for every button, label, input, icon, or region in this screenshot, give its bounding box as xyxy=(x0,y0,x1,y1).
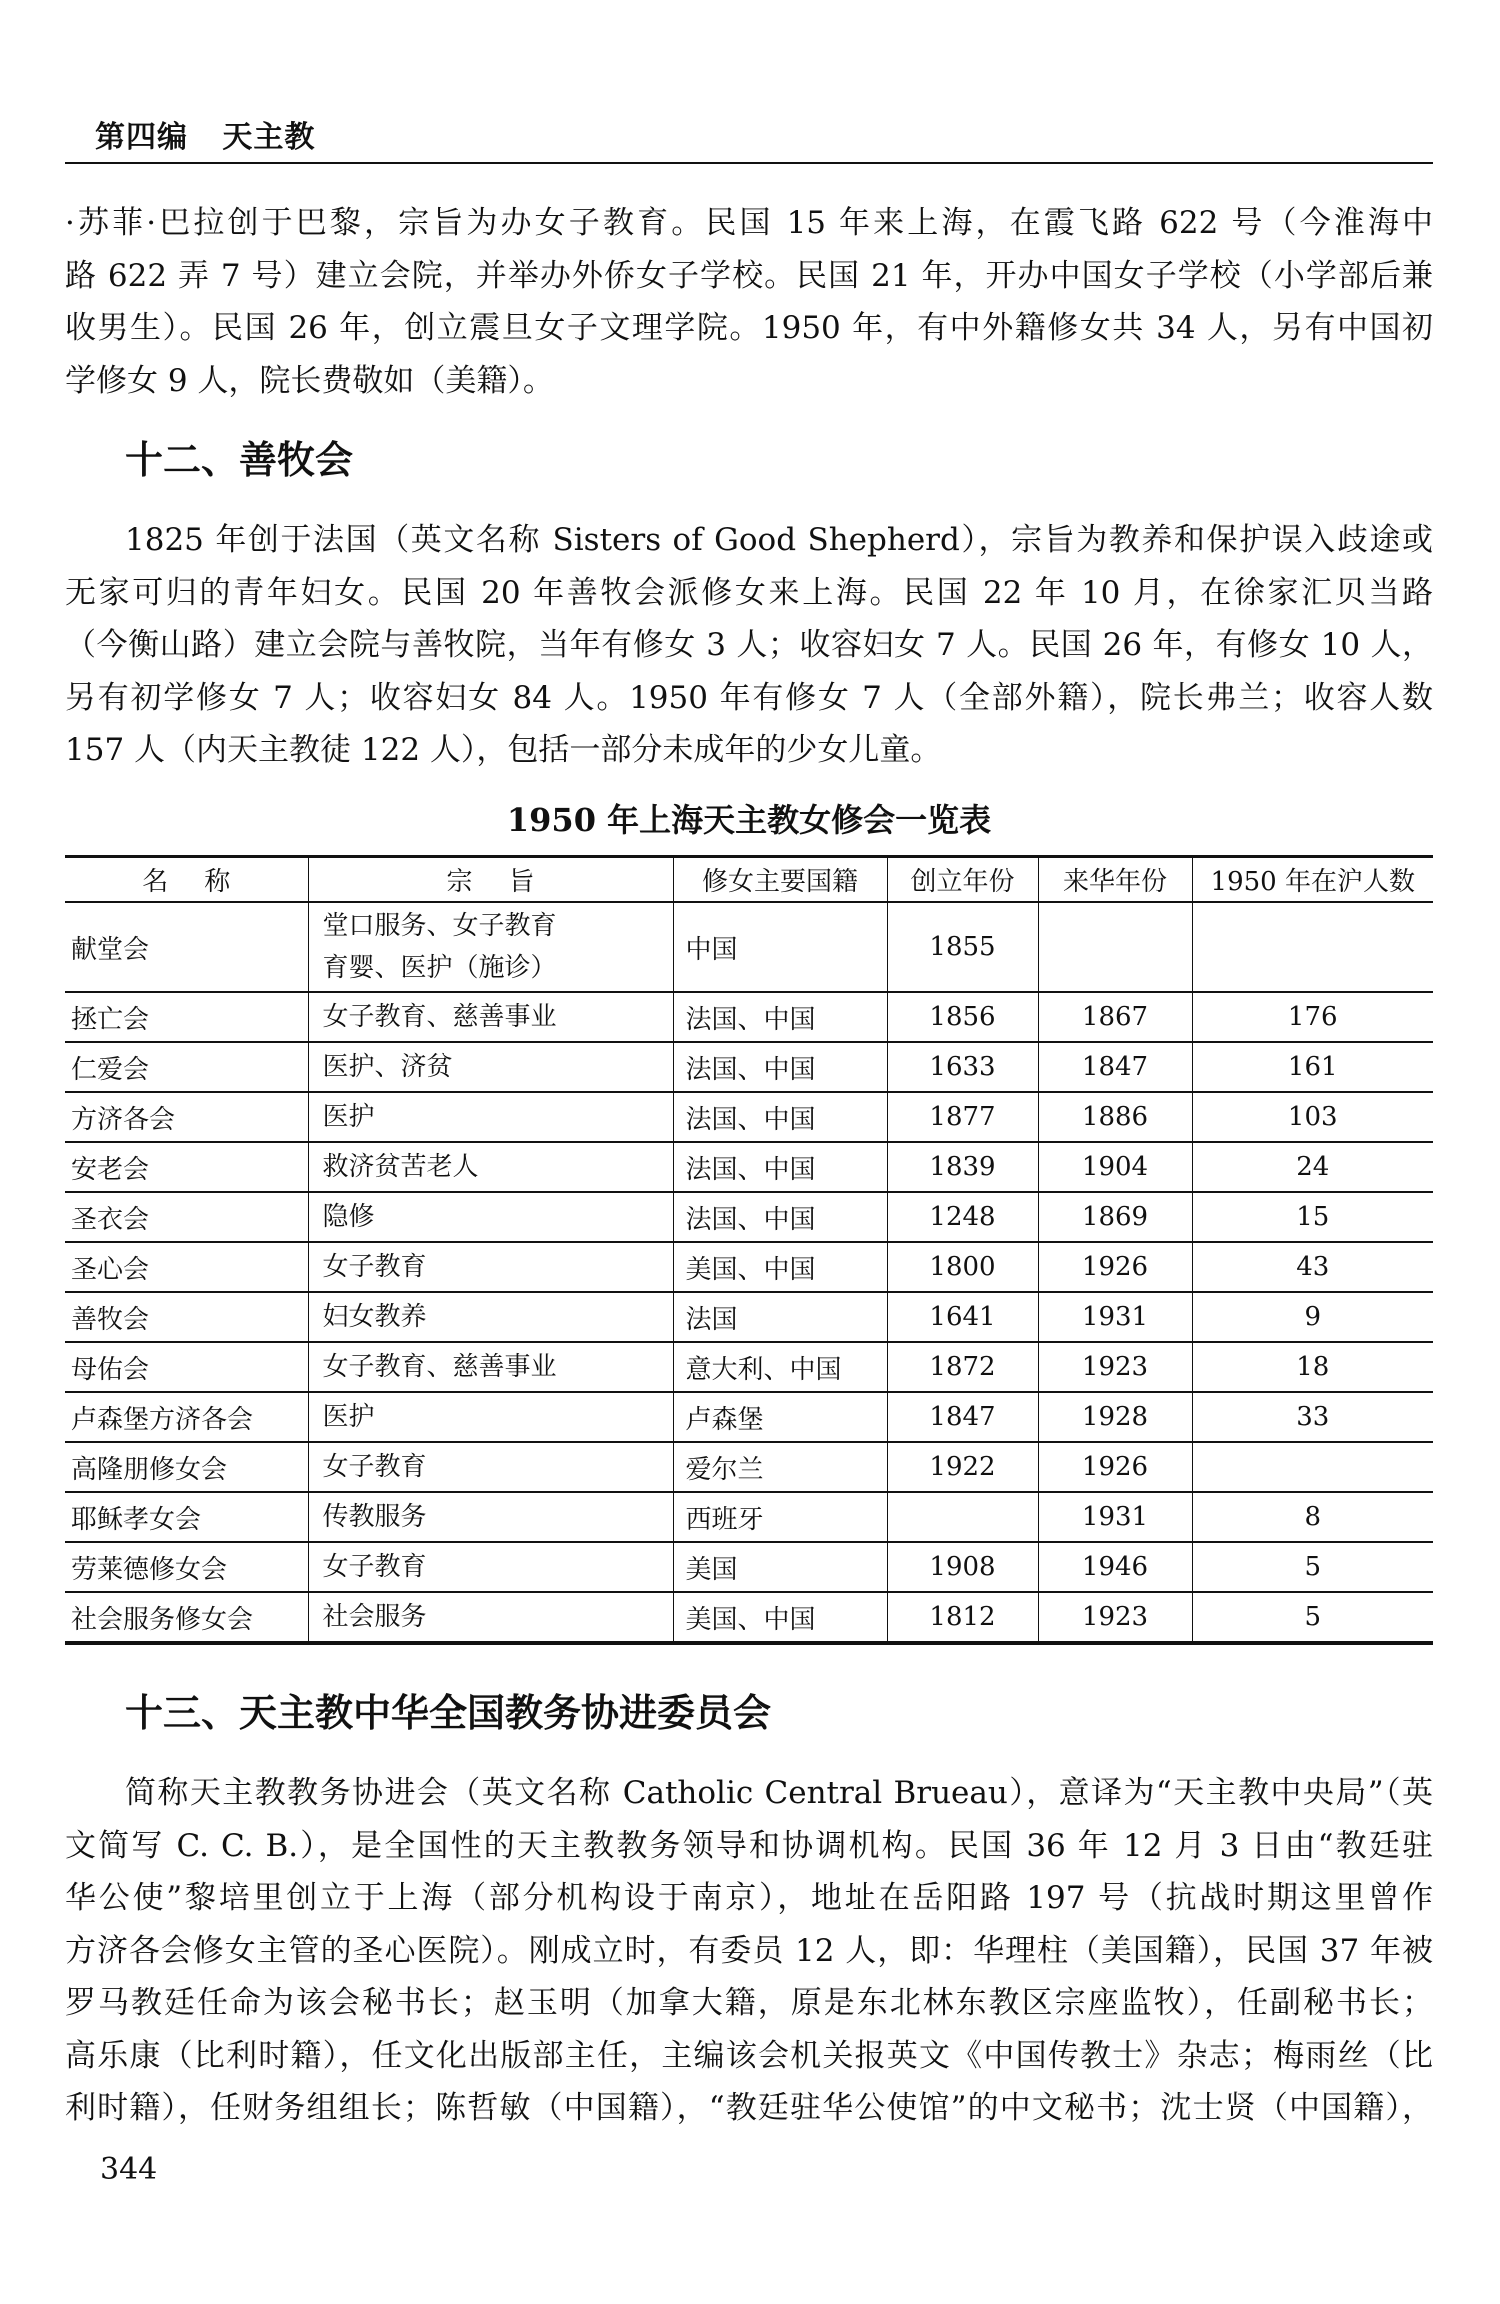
purpose-line: 社会服务 xyxy=(322,1602,427,1632)
cell-count-1950: 176 xyxy=(1192,992,1433,1042)
cell-name: 圣衣会 xyxy=(65,1192,308,1242)
cell-nationality: 爱尔兰 xyxy=(673,1442,887,1492)
cell-founded: 1800 xyxy=(887,1242,1038,1292)
table-row xyxy=(65,1592,1433,1643)
cell-founded: 1922 xyxy=(887,1442,1038,1492)
paragraph-line: 文简写 C. C. B.），是全国性的天主教教务领导和协调机构。民国 36 年 12 月 3 日由“教廷驻 xyxy=(65,1827,1433,1864)
purpose-line: 女子教育、慈善事业 xyxy=(322,1352,557,1382)
cell-nationality: 法国、中国 xyxy=(673,1092,887,1142)
cell-purpose xyxy=(308,992,673,1042)
cell-name: 方济各会 xyxy=(65,1092,308,1142)
table-row xyxy=(65,902,1433,992)
header-count-1950: 1950 年在沪人数 xyxy=(1192,857,1433,903)
cell-arrived: 1923 xyxy=(1038,1592,1192,1643)
table-row xyxy=(65,1442,1433,1492)
section-12-heading: 十二、善牧会 xyxy=(125,438,354,482)
cell-name: 劳莱德修女会 xyxy=(65,1542,308,1592)
paragraph-line: ·苏菲·巴拉创于巴黎，宗旨为办女子教育。民国 15 年来上海，在霞飞路 622 号（今淮海中 xyxy=(65,205,1433,241)
table-row xyxy=(65,1392,1433,1442)
cell-count-1950: 5 xyxy=(1192,1592,1433,1643)
purpose-line: 女子教育 xyxy=(322,1252,427,1282)
paragraph-line: 另有初学修女 7 人；收容妇女 84 人。1950 年有修女 7 人（全部外籍），院长弗兰；收容人数 xyxy=(65,679,1433,716)
table-row xyxy=(65,1242,1433,1292)
running-head-title: 天主教 xyxy=(222,120,316,155)
cell-founded: 1872 xyxy=(887,1342,1038,1392)
cell-name: 仁爱会 xyxy=(65,1042,308,1092)
cell-count-1950: 18 xyxy=(1192,1342,1433,1392)
cell-purpose xyxy=(308,1392,673,1442)
paragraph-line: 无家可归的青年妇女。民国 20 年善牧会派修女来上海。民国 22 年 10 月，在徐家汇贝当路 xyxy=(65,574,1433,611)
purpose-line: 育婴、医护（施诊） xyxy=(322,953,557,983)
cell-name: 卢森堡方济各会 xyxy=(65,1392,308,1442)
intro-paragraph xyxy=(65,197,1433,407)
cell-founded: 1641 xyxy=(887,1292,1038,1342)
cell-arrived: 1928 xyxy=(1038,1392,1192,1442)
cell-purpose xyxy=(308,902,673,992)
cell-nationality: 意大利、中国 xyxy=(673,1342,887,1392)
table-row xyxy=(65,1092,1433,1142)
cell-name: 耶稣孝女会 xyxy=(65,1492,308,1542)
paragraph-line: 简称天主教教务协进会（英文名称 Catholic Central Brueau），意译为“天主教中央局”（英 xyxy=(125,1775,1433,1811)
cell-purpose xyxy=(308,1042,673,1092)
cell-purpose xyxy=(308,1242,673,1292)
table-row xyxy=(65,1542,1433,1592)
running-head xyxy=(95,112,315,156)
cell-nationality: 法国、中国 xyxy=(673,1042,887,1092)
running-head-part: 第四编 xyxy=(95,120,188,155)
paragraph-line: 157 人（内天主教徒 122 人），包括一部分未成年的少女儿童。 xyxy=(65,732,942,768)
cell-count-1950: 15 xyxy=(1192,1192,1433,1242)
cell-founded: 1248 xyxy=(887,1192,1038,1242)
cell-nationality: 美国、中国 xyxy=(673,1242,887,1292)
cell-purpose xyxy=(308,1492,673,1542)
header-nationality: 修女主要国籍 xyxy=(673,857,887,903)
cell-arrived: 1847 xyxy=(1038,1042,1192,1092)
cell-arrived: 1923 xyxy=(1038,1342,1192,1392)
paragraph-line: 学修女 9 人，院长费敬如（美籍）。 xyxy=(65,362,554,399)
cell-founded: 1855 xyxy=(887,902,1038,992)
cell-nationality: 法国、中国 xyxy=(673,1142,887,1192)
purpose-line: 堂口服务、女子教育 xyxy=(322,911,557,941)
cell-nationality: 卢森堡 xyxy=(673,1392,887,1442)
cell-count-1950: 33 xyxy=(1192,1392,1433,1442)
paragraph-line: 1825 年创于法国（英文名称 Sisters of Good Shepherd），宗旨为教养和保护误入歧途或 xyxy=(125,522,1433,558)
cell-count-1950: 43 xyxy=(1192,1242,1433,1292)
cell-purpose xyxy=(308,1142,673,1192)
cell-count-1950: 8 xyxy=(1192,1492,1433,1542)
table-row xyxy=(65,1192,1433,1242)
header-arrived: 来华年份 xyxy=(1038,857,1192,903)
header-founded: 创立年份 xyxy=(887,857,1038,903)
cell-nationality: 法国、中国 xyxy=(673,992,887,1042)
cell-name: 安老会 xyxy=(65,1142,308,1192)
cell-purpose xyxy=(308,1292,673,1342)
cell-founded: 1856 xyxy=(887,992,1038,1042)
section-13-heading: 十三、天主教中华全国教务协进委员会 xyxy=(125,1691,772,1735)
cell-purpose xyxy=(308,1342,673,1392)
cell-nationality: 法国、中国 xyxy=(673,1192,887,1242)
cell-nationality: 西班牙 xyxy=(673,1492,887,1542)
table-row xyxy=(65,1492,1433,1542)
header-purpose: 宗旨 xyxy=(308,857,673,903)
paragraph-line: 高乐康（比利时籍），任文化出版部主任，主编该会机关报英文《中国传教士》杂志；梅雨丝（比 xyxy=(65,2037,1433,2074)
cell-nationality: 中国 xyxy=(673,902,887,992)
table-row xyxy=(65,1042,1433,1092)
paragraph-line: 收男生）。民国 26 年，创立震旦女子文理学院。1950 年，有中外籍修女共 34 人，另有中国初 xyxy=(65,310,1433,346)
cell-arrived: 1931 xyxy=(1038,1292,1192,1342)
cell-name: 献堂会 xyxy=(65,902,308,992)
cell-purpose xyxy=(308,1442,673,1492)
table-row xyxy=(65,1292,1433,1342)
cell-purpose xyxy=(308,1092,673,1142)
cell-count-1950 xyxy=(1192,902,1433,992)
cell-name: 圣心会 xyxy=(65,1242,308,1292)
cell-name: 善牧会 xyxy=(65,1292,308,1342)
header-name: 名称 xyxy=(65,857,308,903)
cell-arrived xyxy=(1038,902,1192,992)
cell-nationality: 美国、中国 xyxy=(673,1592,887,1643)
paragraph-line: 路 622 弄 7 号）建立会院，并举办外侨女子学校。民国 21 年，开办中国女子学校（小学部后兼 xyxy=(65,257,1433,294)
purpose-line: 医护、济贫 xyxy=(322,1052,453,1082)
purpose-line: 医护 xyxy=(322,1102,375,1132)
cell-founded: 1633 xyxy=(887,1042,1038,1092)
cell-purpose xyxy=(308,1542,673,1592)
table-row xyxy=(65,1142,1433,1192)
cell-arrived: 1886 xyxy=(1038,1092,1192,1142)
section-13-paragraph xyxy=(65,1767,1433,2135)
header-rule xyxy=(65,162,1433,164)
section-12-paragraph xyxy=(65,514,1433,777)
convents-table xyxy=(65,855,1433,1645)
cell-count-1950: 9 xyxy=(1192,1292,1433,1342)
cell-name: 社会服务修女会 xyxy=(65,1592,308,1643)
paragraph-line: 利时籍），任财务组组长；陈哲敏（中国籍），“教廷驻华公使馆”的中文秘书；沈士贤（中国籍）， xyxy=(65,2090,1433,2126)
table-title: 1950 年上海天主教女修会一览表 xyxy=(506,801,992,839)
cell-count-1950: 24 xyxy=(1192,1142,1433,1192)
cell-arrived: 1946 xyxy=(1038,1542,1192,1592)
cell-name: 母佑会 xyxy=(65,1342,308,1392)
purpose-line: 女子教育 xyxy=(322,1552,427,1582)
cell-arrived: 1869 xyxy=(1038,1192,1192,1242)
cell-purpose xyxy=(308,1592,673,1643)
purpose-line: 隐修 xyxy=(322,1202,375,1232)
cell-count-1950: 161 xyxy=(1192,1042,1433,1092)
paragraph-line: 方济各会修女主管的圣心医院）。刚成立时，有委员 12 人，即：华理柱（美国籍），民国 37 年被 xyxy=(65,1932,1433,1969)
cell-count-1950 xyxy=(1192,1442,1433,1492)
purpose-line: 传教服务 xyxy=(322,1502,427,1532)
cell-name: 拯亡会 xyxy=(65,992,308,1042)
cell-arrived: 1867 xyxy=(1038,992,1192,1042)
cell-name: 高隆朋修女会 xyxy=(65,1442,308,1492)
cell-founded: 1812 xyxy=(887,1592,1038,1643)
cell-arrived: 1904 xyxy=(1038,1142,1192,1192)
paragraph-line: 华公使”黎培里创立于上海（部分机构设于南京），地址在岳阳路 197 号（抗战时期这里曾作 xyxy=(65,1880,1433,1916)
cell-founded: 1847 xyxy=(887,1392,1038,1442)
cell-founded xyxy=(887,1492,1038,1542)
table-row xyxy=(65,992,1433,1042)
page-number: 344 xyxy=(100,2152,158,2187)
cell-nationality: 法国 xyxy=(673,1292,887,1342)
cell-count-1950: 103 xyxy=(1192,1092,1433,1142)
cell-purpose xyxy=(308,1192,673,1242)
purpose-line: 女子教育 xyxy=(322,1452,427,1482)
table-row xyxy=(65,1342,1433,1392)
cell-arrived: 1931 xyxy=(1038,1492,1192,1542)
cell-founded: 1839 xyxy=(887,1142,1038,1192)
paragraph-line: （今衡山路）建立会院与善牧院，当年有修女 3 人；收容妇女 7 人。民国 26 年，有修女 10 人， xyxy=(65,627,1433,663)
purpose-line: 救济贫苦老人 xyxy=(322,1152,479,1182)
cell-arrived: 1926 xyxy=(1038,1242,1192,1292)
cell-founded: 1908 xyxy=(887,1542,1038,1592)
purpose-line: 医护 xyxy=(322,1402,375,1432)
cell-arrived: 1926 xyxy=(1038,1442,1192,1492)
cell-count-1950: 5 xyxy=(1192,1542,1433,1592)
table-header-row xyxy=(65,857,1433,903)
cell-founded: 1877 xyxy=(887,1092,1038,1142)
purpose-line: 女子教育、慈善事业 xyxy=(322,1002,557,1032)
purpose-line: 妇女教养 xyxy=(322,1302,427,1332)
paragraph-line: 罗马教廷任命为该会秘书长；赵玉明（加拿大籍，原是东北林东教区宗座监牧），任副秘书长； xyxy=(65,1985,1433,2021)
cell-nationality: 美国 xyxy=(673,1542,887,1592)
